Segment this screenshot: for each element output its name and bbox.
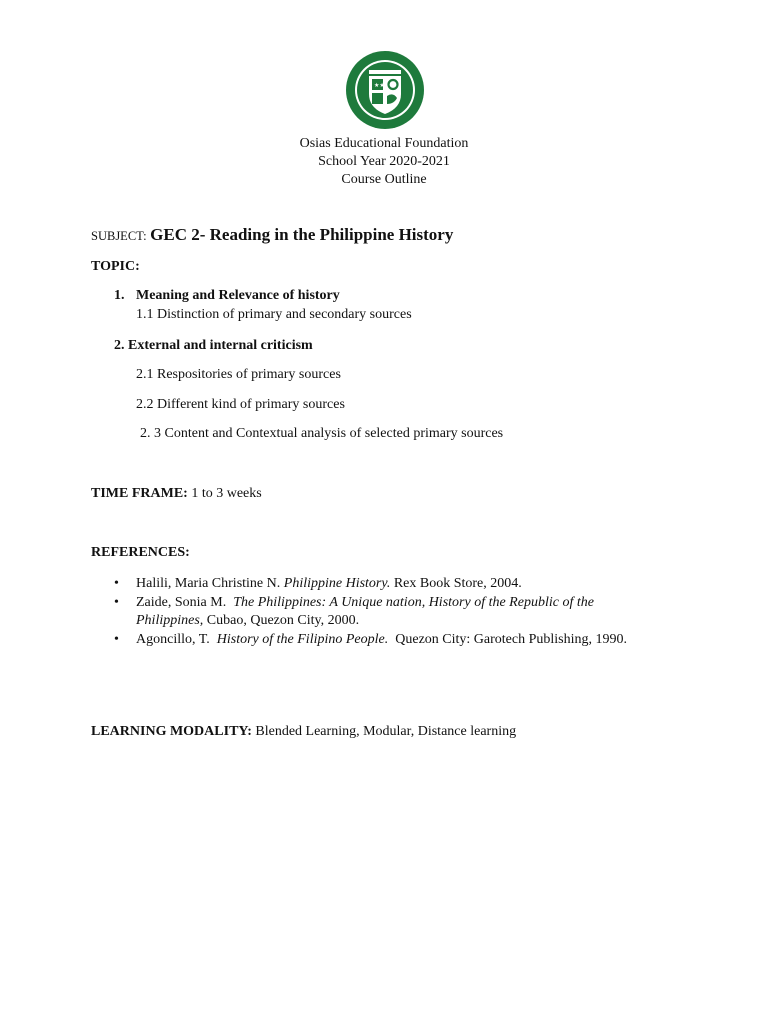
- reference-title-cont: Philippines,: [136, 613, 204, 628]
- reference-author: Zaide, Sonia M.: [136, 595, 227, 610]
- subject-title: GEC 2- Reading in the Philippine History: [150, 225, 454, 244]
- seal-banner: [369, 70, 401, 74]
- topic-item-2-title: 2. External and internal criticism: [114, 338, 313, 353]
- topic-item-1-number: 1.: [114, 288, 125, 303]
- topic-item-1-sub-1: 1.1 Distinction of primary and secondary sources: [136, 307, 412, 322]
- topic-label: TOPIC:: [91, 259, 140, 274]
- bullet-icon: •: [114, 595, 119, 610]
- topic-item-1-title: Meaning and Relevance of history: [136, 288, 340, 303]
- reference-publisher: Cubao, Quezon City, 2000.: [206, 613, 360, 628]
- seal-lower-left-quarter: [372, 93, 383, 104]
- school-year: School Year 2020-2021: [318, 154, 450, 169]
- topic-item-2-sub-3: 2. 3 Content and Contextual analysis of selected primary sources: [140, 426, 504, 441]
- reference-author: Halili, Maria Christine N.: [136, 576, 281, 591]
- reference-title: History of the Filipino People.: [216, 632, 389, 647]
- learning-modality-value: Blended Learning, Modular, Distance learning: [255, 724, 517, 739]
- school-seal-logo: [345, 50, 425, 130]
- learning-modality-label: LEARNING MODALITY:: [91, 724, 252, 739]
- reference-title: The Philippines: A Unique nation, History of the Republic of the: [233, 595, 594, 610]
- document-type: Course Outline: [341, 172, 427, 187]
- reference-item: [136, 631, 696, 649]
- reference-title: Philippine History.: [283, 576, 391, 591]
- seal-graphic: [345, 50, 425, 130]
- subject-line: [91, 224, 453, 248]
- topic-item-2-sub-1: 2.1 Respositories of primary sources: [136, 367, 341, 382]
- references-label: REFERENCES:: [91, 545, 190, 560]
- reference-publisher: Rex Book Store, 2004.: [393, 576, 522, 591]
- bullet-icon: •: [114, 576, 119, 591]
- reference-publisher: Quezon City: Garotech Publishing, 1990.: [395, 632, 628, 647]
- topic-item-2-sub-2: 2.2 Different kind of primary sources: [136, 397, 345, 412]
- svg-text:★★: ★★: [374, 82, 385, 89]
- reference-author: Agoncillo, T.: [136, 632, 210, 647]
- reference-item: [136, 575, 696, 593]
- time-frame-value: 1 to 3 weeks: [191, 486, 262, 501]
- subject-label: SUBJECT:: [91, 229, 147, 243]
- time-frame-label: TIME FRAME:: [91, 486, 188, 501]
- time-frame-line: [91, 485, 262, 503]
- learning-modality-line: [91, 723, 516, 741]
- bullet-icon: •: [114, 632, 119, 647]
- institution-name: Osias Educational Foundation: [299, 136, 469, 151]
- reference-item: [136, 594, 696, 630]
